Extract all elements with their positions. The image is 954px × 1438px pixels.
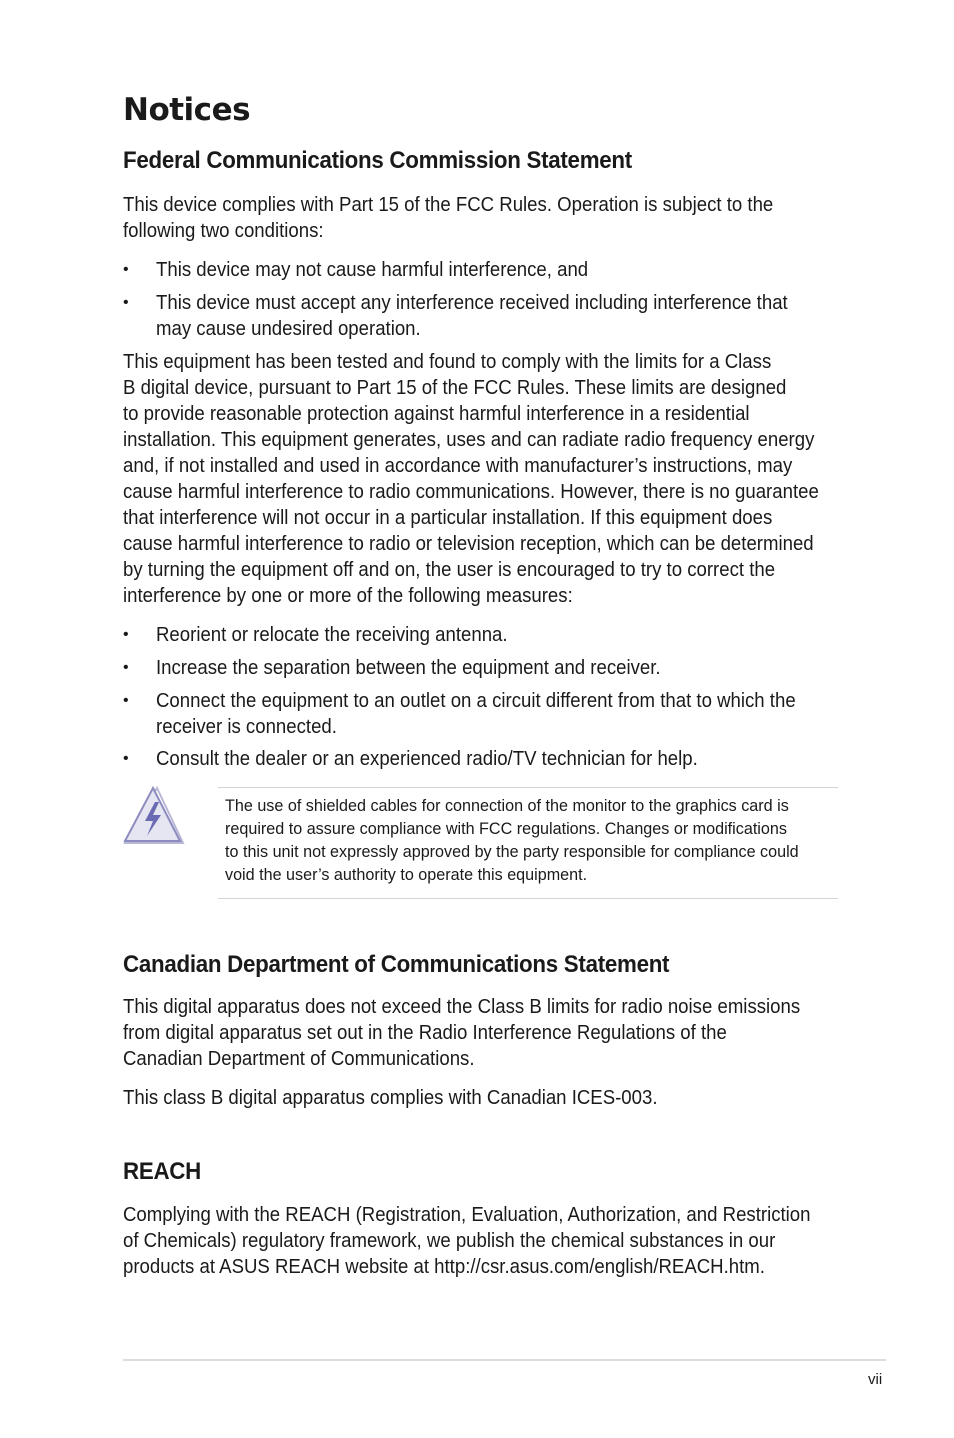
fcc-body-line: that interference will not occur in a particular installation. If this equipment does	[123, 507, 773, 529]
fcc-heading: Federal Communications Commission Statement	[123, 147, 632, 174]
note-line: void the user’s authority to operate this equipment.	[225, 865, 588, 884]
fcc-body-line: This equipment has been tested and found to comply with the limits for a Class	[123, 351, 772, 373]
bullet: •	[123, 626, 129, 643]
bullet: •	[123, 750, 129, 767]
reach-body	[123, 1202, 883, 1280]
fcc-body-line: by turning the equipment off and on, the user is encouraged to try to correct the	[123, 559, 776, 581]
list-item-line: receiver is connected.	[156, 716, 337, 738]
canada-body-line: This digital apparatus does not exceed the Class B limits for radio noise emissions	[123, 996, 801, 1018]
fcc-body-line: cause harmful interference to radio communications. However, there is no guarantee	[123, 481, 819, 503]
canada-heading: Canadian Department of Communications Statement	[123, 951, 670, 978]
canada-ices-line: This class B digital apparatus complies with Canadian ICES-003.	[123, 1087, 658, 1109]
list-item-line: may cause undesired operation.	[156, 318, 421, 340]
list-item-line: This device may not cause harmful interference, and	[156, 259, 589, 281]
fcc-body-line: to provide reasonable protection against harmful interference in a residential	[123, 403, 750, 425]
footer-rule	[123, 1359, 886, 1361]
list-item-line: Connect the equipment to an outlet on a circuit different from that to which the	[156, 690, 796, 712]
bullet: •	[123, 659, 129, 676]
list-item-line: Consult the dealer or an experienced radio/TV technician for help.	[156, 748, 698, 770]
page-title: Notices	[123, 92, 251, 128]
list-item-line: This device must accept any interference received including interference that	[156, 292, 788, 314]
canada-body-line: from digital apparatus set out in the Radio Interference Regulations of the	[123, 1022, 727, 1044]
fcc-body-line: installation. This equipment generates, uses and can radiate radio frequency energy	[123, 429, 815, 451]
bullet: •	[123, 692, 129, 709]
list-item-line: Increase the separation between the equipment and receiver.	[156, 657, 661, 679]
fcc-intro-line: This device complies with Part 15 of the FCC Rules. Operation is subject to the	[123, 194, 774, 216]
canada-ices	[123, 1085, 883, 1111]
list-item-line: Reorient or relocate the receiving antenna.	[156, 624, 508, 646]
reach-heading: REACH	[123, 1158, 201, 1185]
fcc-body-line: cause harmful interference to radio or television reception, which can be determined	[123, 533, 814, 555]
bullet: •	[123, 294, 129, 311]
warning-lightning-icon	[123, 786, 185, 846]
fcc-intro-line: following two conditions:	[123, 220, 324, 242]
fcc-body-line: interference by one or more of the following measures:	[123, 585, 573, 607]
fcc-body-line: B digital device, pursuant to Part 15 of the FCC Rules. These limits are designed	[123, 377, 787, 399]
note-text	[225, 794, 840, 886]
note-line: to this unit not expressly approved by the party responsible for compliance could	[225, 842, 799, 861]
fcc-body-line: and, if not installed and used in accordance with manufacturer’s instructions, may	[123, 455, 793, 477]
note-line: The use of shielded cables for connection of the monitor to the graphics card is	[225, 796, 789, 815]
reach-body-line: Complying with the REACH (Registration, Evaluation, Authorization, and Restriction	[123, 1204, 811, 1226]
reach-body-line: of Chemicals) regulatory framework, we publish the chemical substances in our	[123, 1230, 776, 1252]
reach-body-line: products at ASUS REACH website at http://csr.asus.com/english/REACH.htm.	[123, 1256, 765, 1278]
fcc-intro	[123, 192, 883, 244]
fcc-body	[123, 349, 883, 609]
bullet: •	[123, 261, 129, 278]
page-number: vii	[868, 1371, 883, 1388]
canada-body	[123, 994, 883, 1072]
note-line: required to assure compliance with FCC regulations. Changes or modifications	[225, 819, 787, 838]
canada-body-line: Canadian Department of Communications.	[123, 1048, 475, 1070]
